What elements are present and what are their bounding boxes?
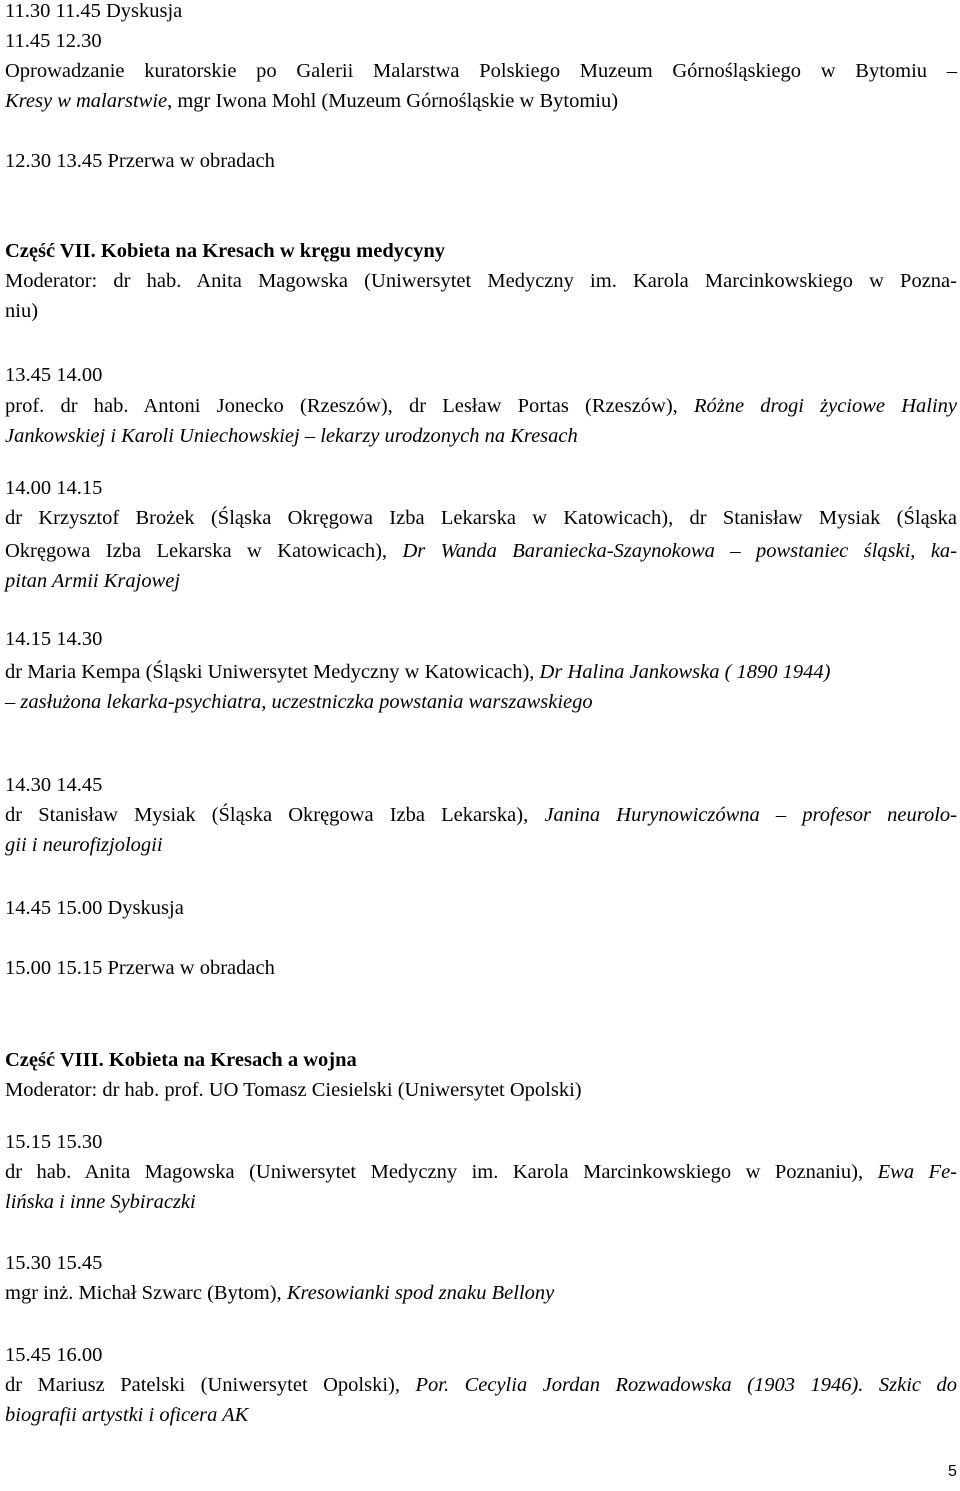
talk-brozek: dr Krzysztof Brożek (Śląska Okręgowa Izba Lekarska w Katowicach), dr Stanisław Mysiak (Śląska xyxy=(5,507,957,529)
time-1145: 11.45 12.30 xyxy=(5,30,102,52)
tour-title: Kresy w malarstwie xyxy=(5,90,168,112)
talk-jonecko: prof. dr hab. Antoni Jonecko (Rzeszów), dr Lesław Portas (Rzeszów), Różne drogi życiowe Haliny xyxy=(5,395,958,417)
talk-title: Kresowianki spod znaku Bellony xyxy=(286,1282,555,1304)
tour-guide: , mgr Iwona Mohl (Muzeum Górnośląskie w Bytomiu) xyxy=(167,90,619,112)
time-1545: 15.45 16.00 xyxy=(5,1344,103,1366)
discussion-1130: 11.30 11.45 Dyskusja xyxy=(5,0,183,22)
curator-tour-details xyxy=(5,86,618,116)
talk-title: Dr Wanda Baraniecka-Szaynokowa – powstaniec śląski, ka- xyxy=(402,540,957,562)
talk-brozek-title-cont: pitan Armii Krajowej xyxy=(5,570,181,592)
talk-patelski: dr Mariusz Patelski (Uniwersytet Opolski), Por. Cecylia Jordan Rozwadowska (1903 1946). Szkic do xyxy=(5,1374,957,1396)
time-1345: 13.45 14.00 xyxy=(5,364,103,386)
talk-patelski-title-cont: biografii artystki i oficera AK xyxy=(5,1404,249,1426)
part-viii-heading: Część VIII. Kobieta na Kresach a wojna xyxy=(5,1049,357,1071)
talk-title: Różne drogi życiowe Haliny xyxy=(694,395,958,417)
talk-title: Janina Hurynowiczówna – profesor neurolo- xyxy=(544,804,957,826)
moderator-vii: Moderator: dr hab. Anita Magowska (Uniwersytet Medyczny im. Karola Marcinkowskiego w Pozna- xyxy=(5,270,957,292)
talk-kempa: dr Maria Kempa (Śląski Uniwersytet Medyczny w Katowicach), Dr Halina Jankowska ( 1890 1944) xyxy=(5,661,831,683)
time-1415: 14.15 14.30 xyxy=(5,628,103,650)
moderator-viii: Moderator: dr hab. prof. UO Tomasz Ciesielski (Uniwersytet Opolski) xyxy=(5,1079,582,1101)
talk-kempa-title-cont: – zasłużona lekarka-psychiatra, uczestniczka powstania warszawskiego xyxy=(5,691,593,713)
talk-title: Dr Halina Jankowska ( 1890 1944) xyxy=(539,661,831,683)
talk-magowska: dr hab. Anita Magowska (Uniwersytet Medyczny im. Karola Marcinkowskiego w Poznaniu), Ewa Fe- xyxy=(5,1161,957,1183)
curator-tour-line: Oprowadzanie kuratorskie po Galerii Malarstwa Polskiego Muzeum Górnośląskiego w Bytomiu – xyxy=(5,60,957,82)
talk-szwarc: mgr inż. Michał Szwarc (Bytom), Kresowianki spod znaku Bellony xyxy=(5,1282,555,1304)
time-1515: 15.15 15.30 xyxy=(5,1131,103,1153)
talk-mysiak: dr Stanisław Mysiak (Śląska Okręgowa Izba Lekarska), Janina Hurynowiczówna – profesor neurolo- xyxy=(5,804,957,826)
break-1230: 12.30 13.45 Przerwa w obradach xyxy=(5,150,275,172)
time-1430: 14.30 14.45 xyxy=(5,774,103,796)
part-vii-heading: Część VII. Kobieta na Kresach w kręgu medycyny xyxy=(5,240,445,262)
talk-jonecko-title-cont: Jankowskiej i Karoli Uniechowskiej – lekarzy urodzonych na Kresach xyxy=(5,425,578,447)
talk-mysiak-title-cont: gii i neurofizjologii xyxy=(5,834,163,856)
discussion-1445: 14.45 15.00 Dyskusja xyxy=(5,897,184,919)
break-1500: 15.00 15.15 Przerwa w obradach xyxy=(5,957,275,979)
time-1530: 15.30 15.45 xyxy=(5,1252,103,1274)
talk-brozek-cont: Okręgowa Izba Lekarska w Katowicach), Dr Wanda Baraniecka-Szaynokowa – powstaniec śląski, ka- xyxy=(5,540,957,562)
talk-title: Ewa Fe- xyxy=(877,1161,957,1183)
talk-title: Por. Cecylia Jordan Rozwadowska (1903 1946). Szkic do xyxy=(415,1374,957,1396)
time-1400: 14.00 14.15 xyxy=(5,477,103,499)
talk-magowska-title-cont: lińska i inne Sybiraczki xyxy=(5,1191,196,1213)
page-number: 5 xyxy=(948,1463,957,1480)
moderator-vii-cont: niu) xyxy=(5,300,39,322)
